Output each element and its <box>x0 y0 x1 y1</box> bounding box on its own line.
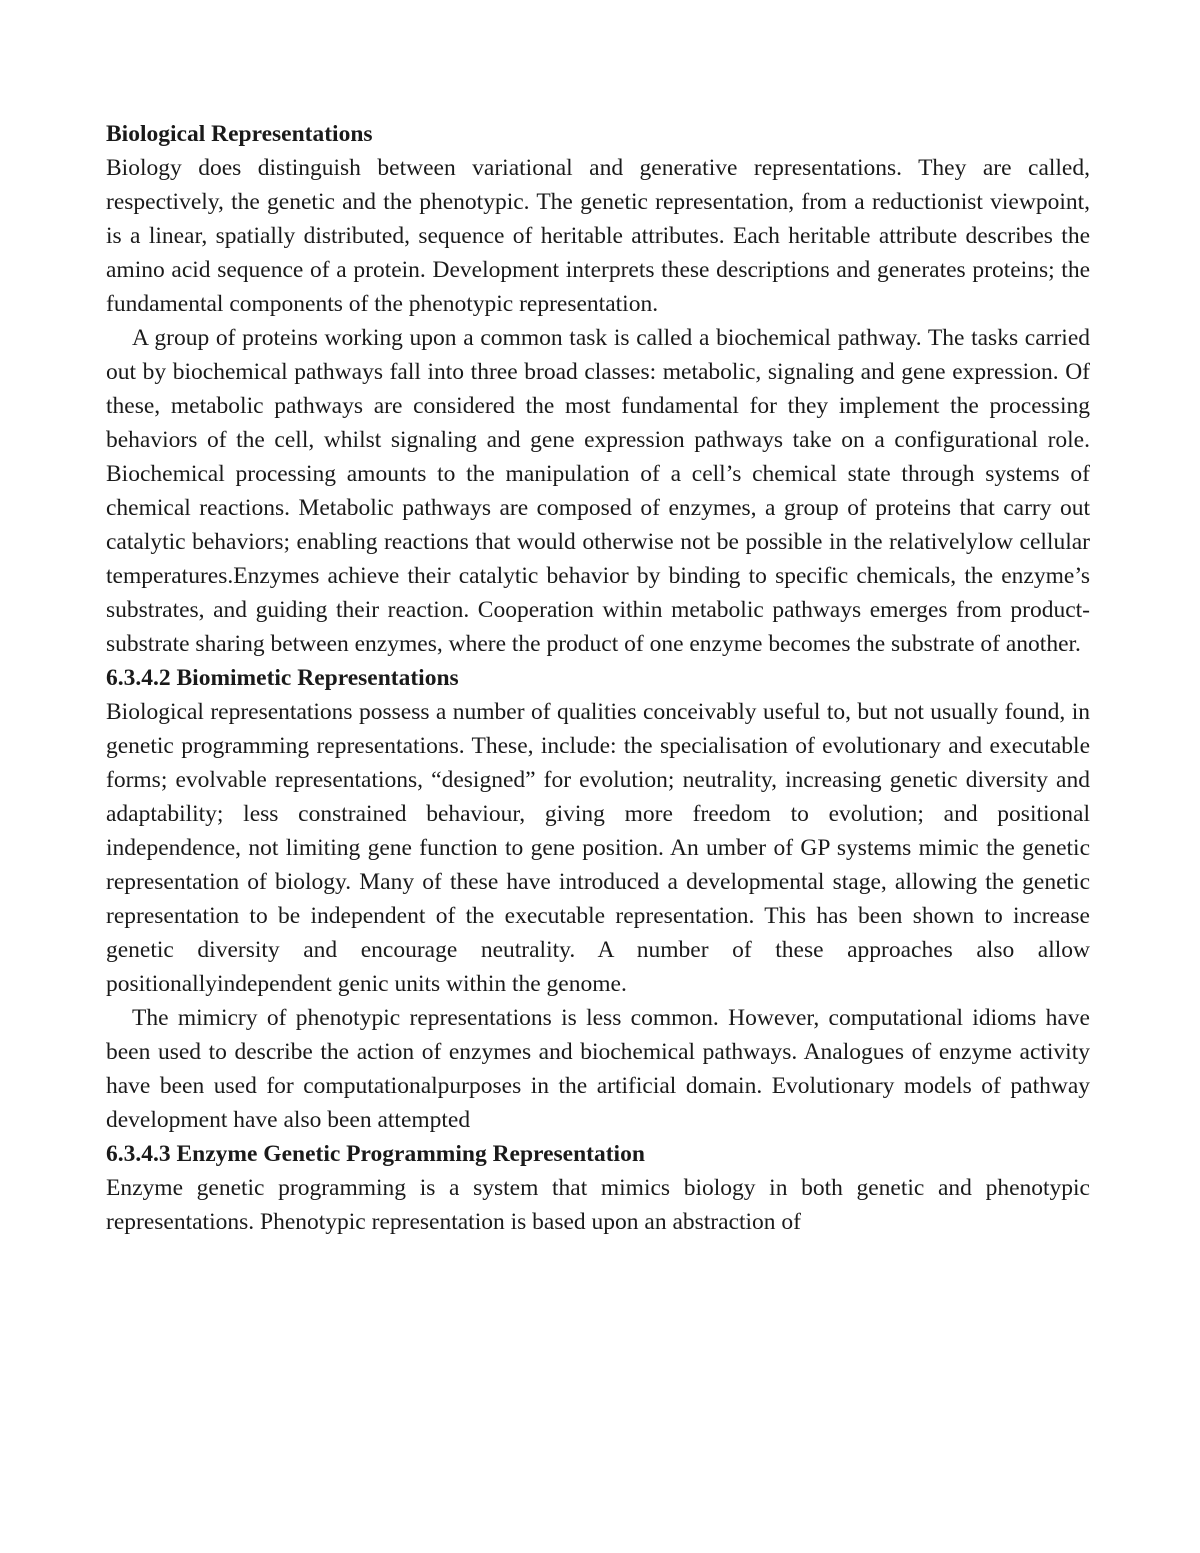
paragraph-phenotypic-mimicry: The mimicry of phenotypic representations is less common. However, computational idioms have been used to describe the action of enzymes and biochemical pathways. Analogues of enzyme activity have been used for computationalpurposes in the artificial domain. Evolutionary models of pathway development have also been attempted <box>106 1005 1090 1133</box>
paragraph-enzyme-gp: Enzyme genetic programming is a system that mimics biology in both genetic and phenotypic representations. Phenotypic representation is based upon an abstraction of <box>106 1175 1090 1235</box>
paragraph-biochemical-pathways: A group of proteins working upon a common task is called a biochemical pathway. The tasks carried out by biochemical pathways fall into three broad classes: metabolic, signaling and gene expression. Of these, metabolic pathways are considered the most fundamental for they implement the processing behaviors of the cell, whilst signaling and gene expression pathways take on a configurational role. Biochemical processing amounts to the manipulation of a cell’s chemical state through systems of chemical reactions. Metabolic pathways are composed of enzymes, a group of proteins that carry out catalytic behaviors; enabling reactions that would otherwise not be possible in the relativelylow cellular temperatures.Enzymes achieve their catalytic behavior by binding to specific chemicals, the enzyme’s substrates, and guiding their reaction. Cooperation within metabolic pathways emerges from product-substrate sharing between enzymes, where the product of one enzyme becomes the substrate of another. <box>106 325 1090 657</box>
heading-enzyme-gp-representation: 6.3.4.3 Enzyme Genetic Programming Representation <box>106 1141 645 1167</box>
document-page <box>106 117 1090 1239</box>
paragraph-biomimetic-qualities: Biological representations possess a number of qualities conceivably useful to, but not usually found, in genetic programming representations. These, include: the specialisation of evolutionary and executable forms; evolvable representations, “designed” for evolution; neutrality, increasing genetic diversity and adaptability; less constrained behaviour, giving more freedom to evolution; and positional independence, not limiting gene function to gene position. An umber of GP systems mimic the genetic representation of biology. Many of these have introduced a developmental stage, allowing the genetic representation to be independent of the executable representation. This has been shown to increase genetic diversity and encourage neutrality. A number of these approaches also allow positionallyindependent genic units within the genome. <box>106 699 1090 997</box>
paragraph-biology-representations: Biology does distinguish between variational and generative representations. They are called, respectively, the genetic and the phenotypic. The genetic representation, from a reductionist viewpoint, is a linear, spatially distributed, sequence of heritable attributes. Each heritable attribute describes the amino acid sequence of a protein. Development interprets these descriptions and generates proteins; the fundamental components of the phenotypic representation. <box>106 155 1090 317</box>
heading-biomimetic-representations: 6.3.4.2 Biomimetic Representations <box>106 665 459 691</box>
heading-biological-representations: Biological Representations <box>106 121 373 147</box>
